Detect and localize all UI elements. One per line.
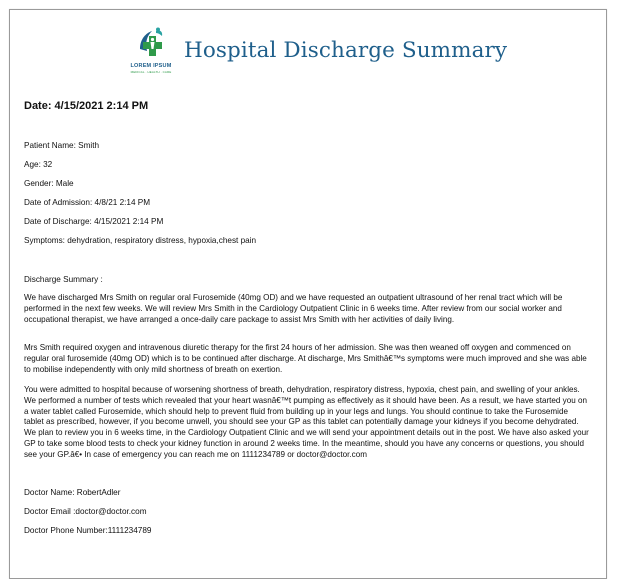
- admission-date: Date of Admission: 4/8/21 2:14 PM: [24, 198, 151, 207]
- summary-paragraph: Mrs Smith required oxygen and intravenous diuretic therapy for the first 24 hours of her admission. She was then weaned off oxygen and commenced on regular oral furosemide (40mg OD) which is to be continued after discharge. At discharge, Mrs Smithâ€™s symptoms were much improved and she was able to mobilise independently with only mild shortness of breath on exertion.: [24, 343, 587, 374]
- patient-symptoms: Symptoms: dehydration, respiratory distress, hypoxia,chest pain: [24, 236, 257, 245]
- hospital-logo: [126, 27, 176, 85]
- discharge-date: Date of Discharge: 4/15/2021 2:14 PM: [24, 217, 164, 226]
- patient-age: Age: 32: [24, 160, 53, 169]
- document-header: [126, 27, 508, 85]
- medical-cross-logo-icon: [138, 27, 164, 61]
- summary-paragraph: We have discharged Mrs Smith on regular oral Furosemide (40mg OD) and we have requested an outpatient ultrasound of her renal tract which will be performed in the next few weeks. We will review Mrs Smith in the Cardiology Outpatient Clinic in 6 weeks time. After review from our social worker and occupational therapist, we have arranged a once-daily care package to assist Mrs Smith with her activities of daily living.: [24, 293, 563, 324]
- report-date: Date: 4/15/2021 2:14 PM: [24, 100, 149, 112]
- page-title: Hospital Discharge Summary: [184, 38, 508, 63]
- logo-text: LOREM IPSUM: [130, 63, 172, 69]
- summary-paragraph: You were admitted to hospital because of worsening shortness of breath, dehydration, respiratory distress, hypoxia, chest pain, and swelling of your ankles. We performed a number of tests which revealed that your heart wasnâ€™t pumping as effectively as it should have been. As a result, we have started you on a water tablet called Furosemide, which should help to prevent fluid from building up in your legs and lungs. You should continue to take the Furosemide tablet as prescribed, however, if you become unwell, you should see your GP as this tablet can potentially damage your kidneys if you become dehydrated. We plan to review you in 6 weeks time, in the Cardiology Outpatient Clinic and we will send your appointment details out in the post. We have also asked your GP to take some blood tests to check your kidney function in around 2 weeks time. In the meantime, should you have any concerns or questions, you should see your GP.â€• In case of emergency you can reach me on 1111234789 or doctor@doctor.com: [24, 385, 589, 459]
- patient-gender: Gender: Male: [24, 179, 74, 188]
- logo-tagline: MEDICAL · HEALTH · CARE: [130, 70, 172, 74]
- doctor-name: Doctor Name: RobertAdler: [24, 488, 121, 497]
- document-page: [9, 9, 607, 579]
- discharge-summary-heading: Discharge Summary :: [24, 275, 103, 284]
- doctor-email: Doctor Email :doctor@doctor.com: [24, 507, 147, 516]
- patient-name: Patient Name: Smith: [24, 141, 100, 150]
- doctor-phone: Doctor Phone Number:1111234789: [24, 526, 152, 535]
